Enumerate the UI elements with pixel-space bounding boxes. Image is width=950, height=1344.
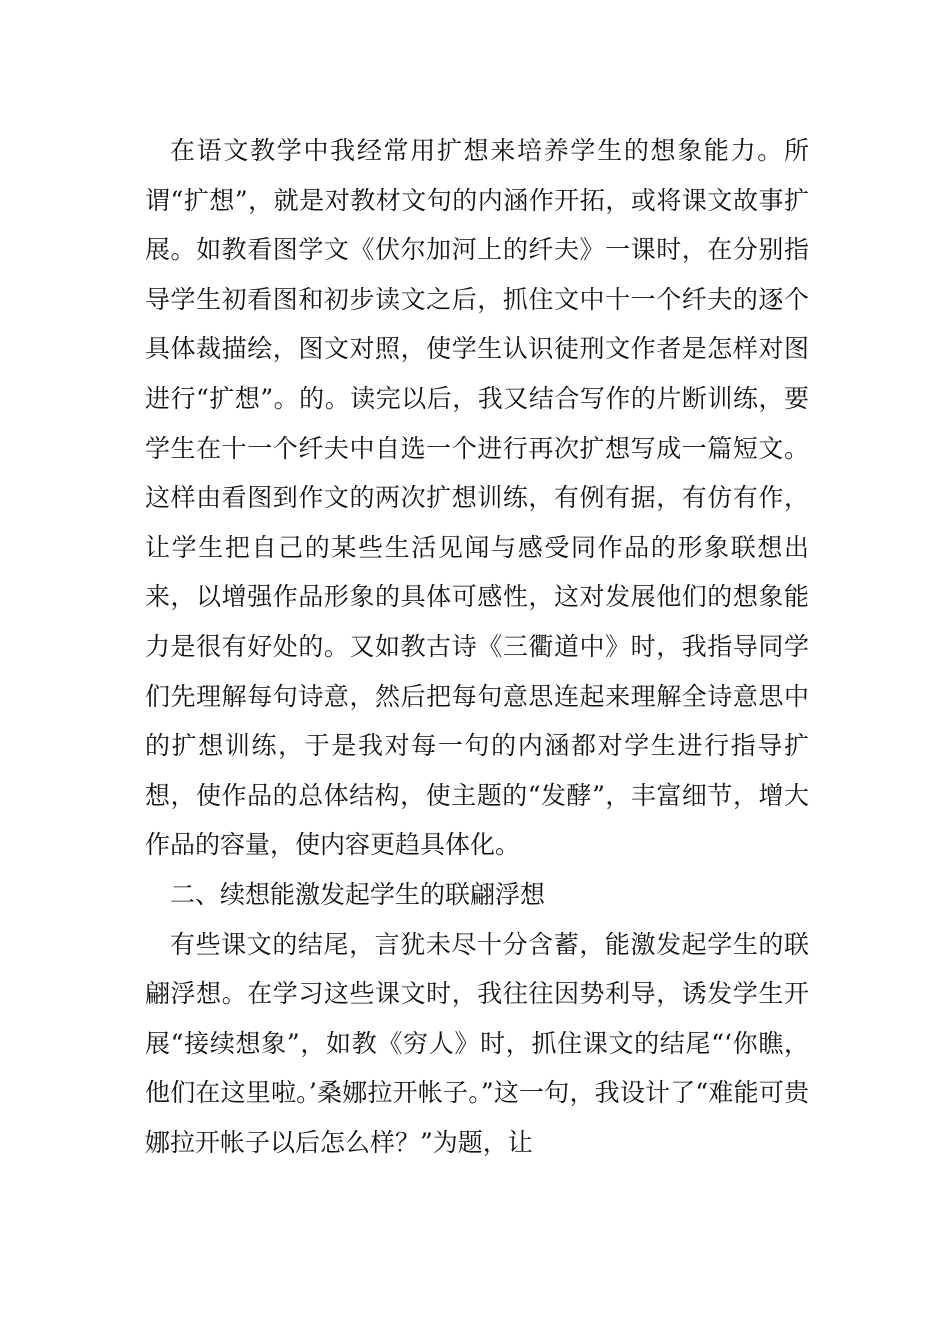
- body-paragraph: 在语文教学中我经常用扩想来培养学生的想象能力。所谓“扩想”，就是对教材文句的内涵作开拓，或将课文故事扩展。如教看图学文《伏尔加河上的纤夫》一课时，在分别指导学生初看图和初步读文之后，抓住文中十一个纤夫的逐个具体裁描绘，图文对照，使学生认识徒刑文作者是怎样对图进行“扩想”。的。读完以后，我又结合写作的片断训练，要学生在十一个纤夫中自选一个进行再次扩想写成一篇短文。这样由看图到作文的两次扩想训练，有例有据，有仿有作，让学生把自己的某些生活见闻与感受同作品的形象联想出来，以增强作品形象的具体可感性，这对发展他们的想象能力是很有好处的。又如教古诗《三衢道中》时，我指导同学们先理解每句诗意，然后把每句意思连起来理解全诗意思中的扩想训练，于是我对每一句的内涵都对学生进行指导扩想，使作品的总体结构，使主题的“发酵”，丰富细节，增大作品的容量，使内容更趋具体化。: [145, 136, 809, 860]
- document-body: [145, 126, 809, 1167]
- section-paragraph: 有些课文的结尾，言犹未尽十分含蓄，能激发起学生的联翩浮想。在学习这些课文时，我往往因势利导，诱发学生开展“接续想象”，如教《穷人》时，抓住课文的结尾“‘你瞧，他们在这里啦。’桑娜拉开帐子。”这一句，我设计了“难能可贵娜拉开帐子以后怎么样？”为题，让: [145, 929, 809, 1157]
- section-heading: 二、续想能激发起学生的联翩浮想: [170, 879, 546, 909]
